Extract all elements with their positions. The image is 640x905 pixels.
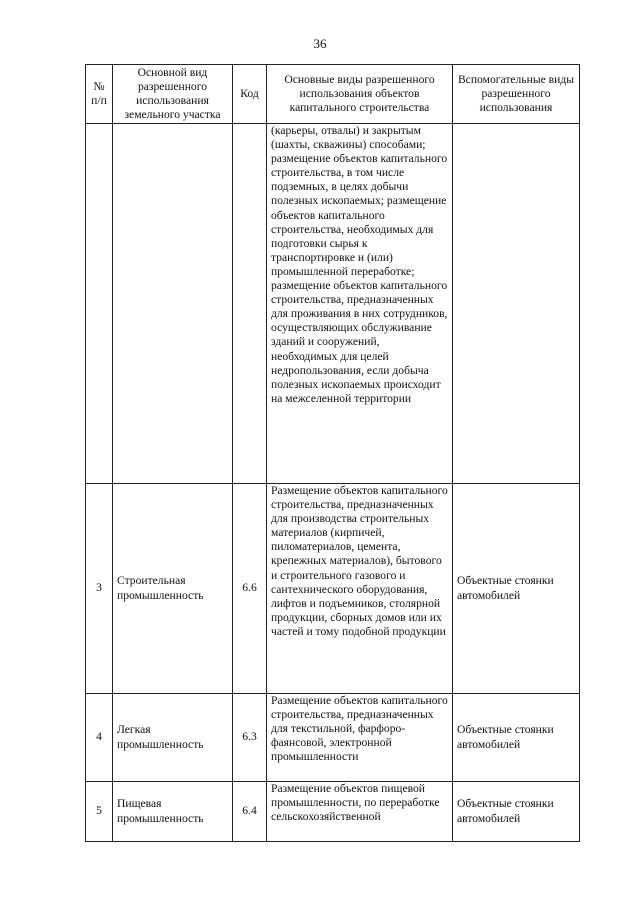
header-main-types: Основные виды разрешенного использования объектов капитального строительства (267, 65, 453, 124)
row-main-types: Размещение объектов пищевой промышленности, по переработке сельскохозяйственной (267, 782, 453, 842)
row-main-use: Легкая промышленность (113, 694, 233, 782)
row-code (233, 124, 267, 484)
header-aux-types: Вспомогательные виды разрешенного использования (453, 65, 580, 124)
header-main-use: Основной вид разрешенного использования земельного участка (113, 65, 233, 124)
header-num: № п/п (86, 65, 113, 124)
row-main-use: Строительная промышленность (113, 484, 233, 694)
row-code: 6.6 (233, 484, 267, 694)
row-aux-types: Объектные стоянки автомобилей (453, 782, 580, 842)
table-row (86, 484, 580, 694)
row-num (86, 124, 113, 484)
row-code: 6.4 (233, 782, 267, 842)
header-code: Код (233, 65, 267, 124)
row-main-types: (карьеры, отвалы) и закрытым (шахты, скважины) способами; размещение объектов капитального строительства, в том числе подземных, в целях добычи полезных ископаемых; размещение объектов капитального строительства, необходимых для подготовки сырья к транспортировке и (или) промышленной переработке; размещение объектов капитального строительства, предназначенных для проживания в них сотрудников, осуществляющих обслуживание зданий и сооружений, необходимых для целей недропользования, если добыча полезных ископаемых происходит на межселенной территории (267, 124, 453, 484)
row-aux-types: Объектные стоянки автомобилей (453, 484, 580, 694)
table-header-row (86, 65, 580, 124)
row-main-types: Размещение объектов капитального строительства, предназначенных для производства строительных материалов (кирпичей, пиломатериалов, цемента, крепежных материалов), бытового и строительного газового и сантехнического оборудования, лифтов и подъемников, столярной продукции, сборных домов или их частей и тому подобной продукции (267, 484, 453, 694)
row-main-types: Размещение объектов капитального строительства, предназначенных для текстильной, фарфоро-фаянсовой, электронной промышленности (267, 694, 453, 782)
row-num: 4 (86, 694, 113, 782)
row-num: 3 (86, 484, 113, 694)
permitted-use-table (85, 64, 580, 842)
row-main-use: Пищевая промышленность (113, 782, 233, 842)
table-row (86, 124, 580, 484)
row-code: 6.3 (233, 694, 267, 782)
table-row (86, 694, 580, 782)
row-num: 5 (86, 782, 113, 842)
page-number: 36 (313, 36, 327, 51)
row-aux-types (453, 124, 580, 484)
row-main-use (113, 124, 233, 484)
table-row (86, 782, 580, 842)
row-aux-types: Объектные стоянки автомобилей (453, 694, 580, 782)
